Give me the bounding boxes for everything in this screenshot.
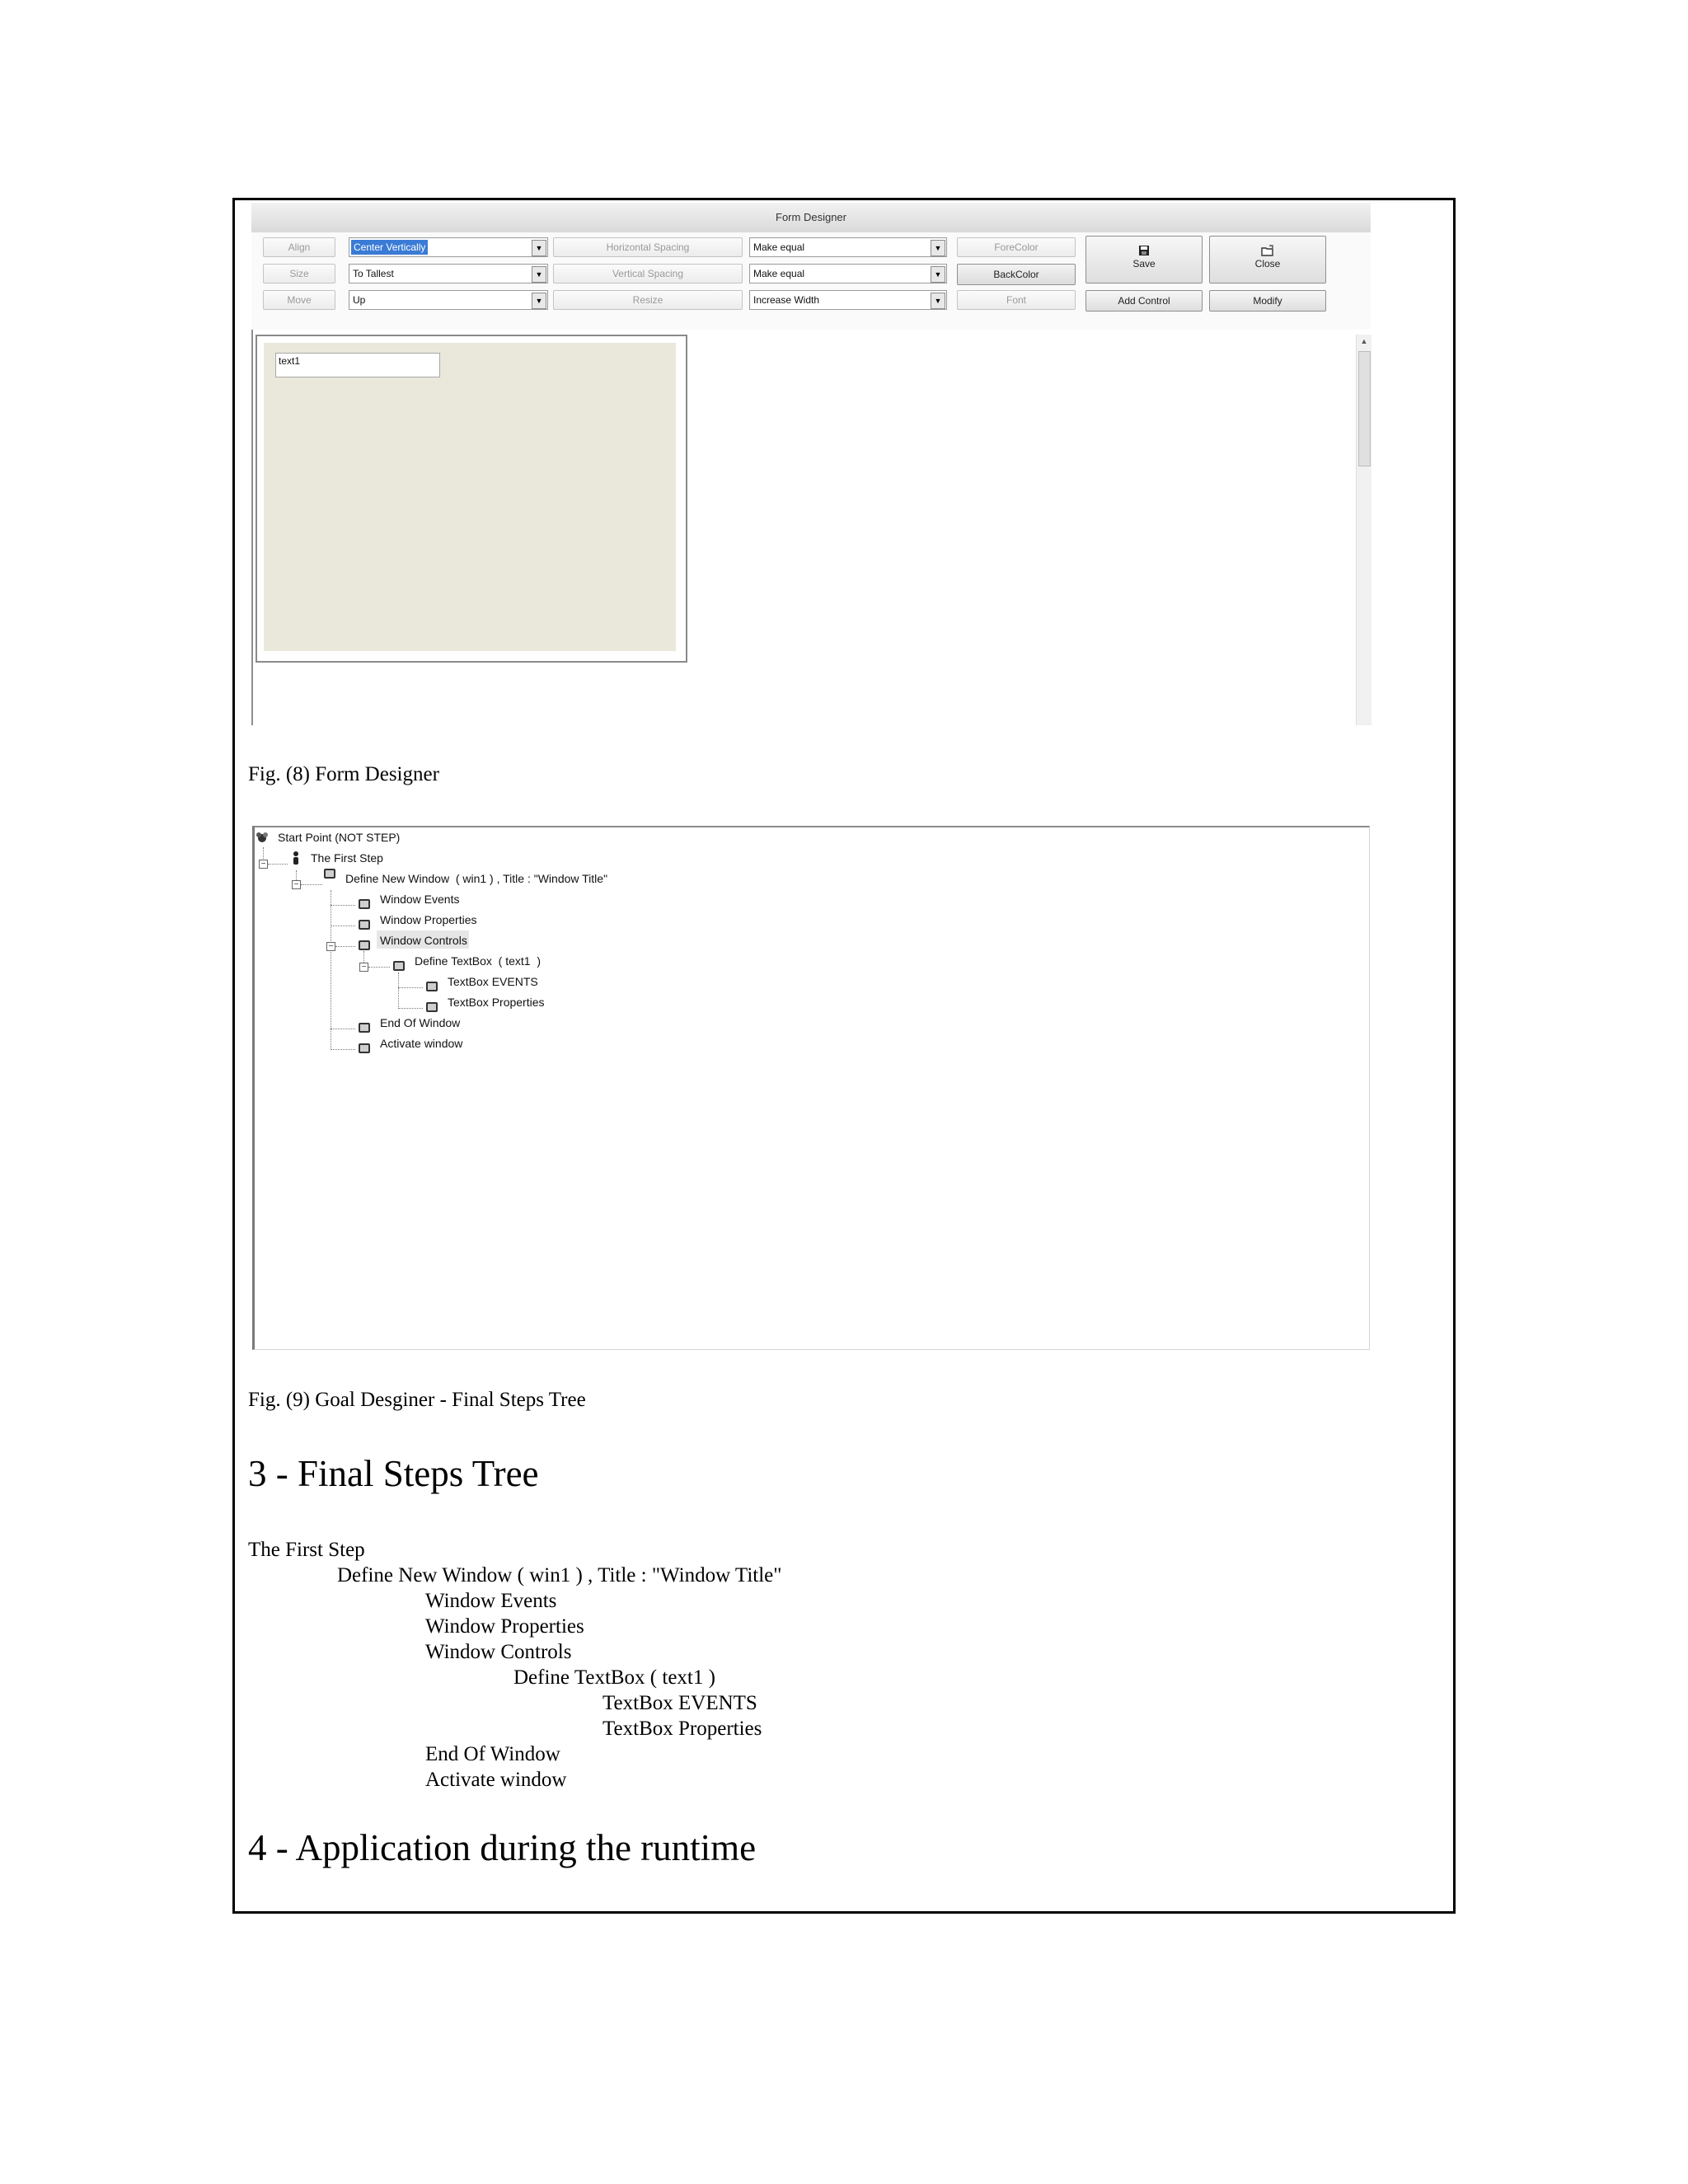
node-icon — [359, 899, 370, 909]
node-icon — [393, 961, 405, 971]
align-button[interactable]: Align — [263, 237, 335, 257]
vertical-scrollbar[interactable] — [1356, 335, 1372, 725]
node-icon — [359, 920, 370, 930]
tree-connector — [301, 884, 322, 885]
collapse-icon[interactable]: − — [292, 880, 301, 889]
node-icon — [359, 1023, 370, 1033]
tree-connector — [398, 972, 399, 1009]
tree-item-define-window[interactable]: Define New Window ( win1 ) , Title : "Window Title" — [345, 872, 608, 885]
modify-button[interactable]: Modify — [1209, 290, 1326, 312]
collapse-icon[interactable]: − — [326, 942, 335, 951]
collapse-icon[interactable]: − — [359, 963, 368, 972]
chevron-down-icon[interactable]: ▼ — [532, 266, 546, 283]
section-3-heading: 3 - Final Steps Tree — [248, 1453, 539, 1494]
figure-9-caption: Fig. (9) Goal Desginer - Final Steps Tree — [248, 1389, 586, 1411]
form-designer-title: Form Designer — [251, 203, 1371, 233]
horizontal-spacing-button[interactable]: Horizontal Spacing — [553, 237, 743, 257]
tree-item-window-controls[interactable]: Window Controls — [380, 934, 467, 947]
scroll-up-icon[interactable]: ▲ — [1360, 337, 1368, 345]
tree-root-icon — [255, 831, 270, 846]
tree-connector — [331, 905, 355, 906]
section-4-heading: 4 - Application during the runtime — [248, 1827, 757, 1868]
steps-line: Window Events — [425, 1590, 557, 1612]
tree-connector — [331, 1049, 355, 1050]
tree-connector — [368, 967, 390, 968]
save-label: Save — [1132, 258, 1156, 269]
designer-canvas — [251, 330, 1372, 725]
textbox-text1[interactable]: text1 — [275, 353, 440, 377]
tree-item-textbox-events[interactable]: TextBox EVENTS — [448, 975, 538, 988]
tree-item-window-properties[interactable]: Window Properties — [380, 913, 477, 926]
steps-line: TextBox EVENTS — [603, 1692, 757, 1714]
move-combo-value: Up — [353, 294, 366, 306]
designed-form[interactable] — [256, 335, 687, 663]
backcolor-button[interactable]: BackColor — [957, 264, 1076, 285]
steps-line: Window Controls — [425, 1641, 572, 1663]
tree-item-activate-window[interactable]: Activate window — [380, 1037, 463, 1050]
node-icon — [426, 982, 438, 991]
steps-line: End Of Window — [425, 1743, 560, 1765]
steps-line: Activate window — [425, 1769, 567, 1791]
tree-item-end-of-window[interactable]: End Of Window — [380, 1016, 461, 1029]
tree-connector — [398, 1008, 423, 1009]
collapse-icon[interactable]: − — [259, 860, 268, 869]
vertical-spacing-combo[interactable] — [749, 264, 947, 284]
size-combo[interactable] — [349, 264, 548, 284]
tree-item-first-step[interactable]: The First Step — [311, 851, 383, 865]
tree-connector — [268, 864, 288, 865]
vertical-spacing-combo-value: Make equal — [753, 268, 805, 279]
steps-line: The First Step — [248, 1539, 365, 1561]
steps-line: Define New Window ( win1 ) , Title : "Window Title" — [337, 1564, 782, 1586]
chevron-down-icon[interactable]: ▼ — [931, 266, 945, 283]
steps-line: TextBox Properties — [603, 1718, 762, 1740]
person-icon — [291, 851, 301, 865]
tree-item-root[interactable]: Start Point (NOT STEP) — [278, 831, 401, 844]
add-control-button[interactable]: Add Control — [1085, 290, 1203, 312]
close-button[interactable] — [1209, 236, 1326, 284]
node-icon — [426, 1002, 438, 1012]
scrollbar-thumb[interactable] — [1358, 351, 1371, 466]
folder-open-icon — [1261, 245, 1274, 256]
resize-button[interactable]: Resize — [553, 290, 743, 310]
steps-line: Define TextBox ( text1 ) — [513, 1666, 715, 1689]
save-button[interactable] — [1085, 236, 1203, 284]
size-combo-value: To Tallest — [353, 268, 394, 279]
steps-line: Window Properties — [425, 1615, 584, 1638]
align-combo-value: Center Vertically — [351, 240, 428, 255]
tree-connector — [398, 987, 423, 988]
chevron-down-icon[interactable]: ▼ — [931, 293, 945, 309]
form-designer-toolbar — [251, 232, 1371, 331]
tree-item-textbox-properties[interactable]: TextBox Properties — [448, 996, 545, 1009]
horizontal-spacing-combo[interactable] — [749, 237, 947, 257]
chevron-down-icon[interactable]: ▼ — [931, 240, 945, 256]
node-icon — [359, 940, 370, 950]
steps-tree-screenshot — [252, 826, 1370, 1350]
font-button[interactable]: Font — [957, 290, 1076, 310]
form-designer-screenshot — [251, 203, 1371, 725]
designed-form-surface — [264, 343, 676, 651]
vertical-spacing-button[interactable]: Vertical Spacing — [553, 264, 743, 284]
move-combo[interactable] — [349, 290, 548, 310]
tree-connector — [335, 946, 355, 947]
close-label: Close — [1254, 258, 1281, 269]
move-button[interactable]: Move — [263, 290, 335, 310]
horizontal-spacing-combo-value: Make equal — [753, 241, 805, 253]
chevron-down-icon[interactable]: ▼ — [532, 293, 546, 309]
resize-combo[interactable] — [749, 290, 947, 310]
figure-8-caption: Fig. (8) Form Designer — [248, 763, 439, 785]
node-icon — [324, 869, 335, 879]
tree-item-window-events[interactable]: Window Events — [380, 893, 460, 906]
floppy-disk-icon — [1138, 245, 1150, 256]
size-button[interactable]: Size — [263, 264, 335, 284]
chevron-down-icon[interactable]: ▼ — [532, 240, 546, 256]
forecolor-button[interactable]: ForeColor — [957, 237, 1076, 257]
tree-item-define-textbox[interactable]: Define TextBox ( text1 ) — [415, 954, 542, 968]
align-combo[interactable] — [349, 237, 548, 257]
node-icon — [359, 1043, 370, 1053]
resize-combo-value: Increase Width — [753, 294, 820, 306]
